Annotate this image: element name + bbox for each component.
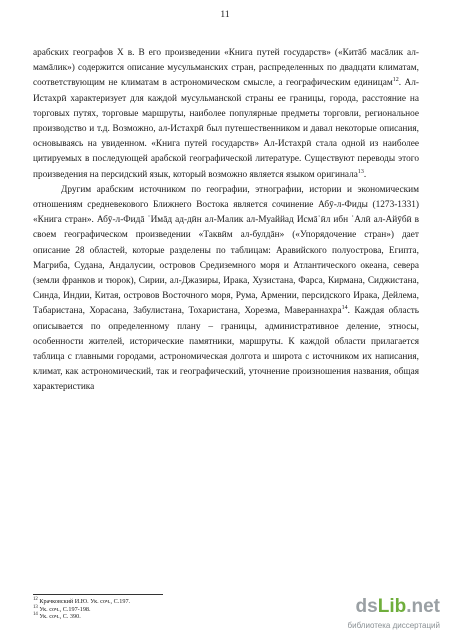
text-run: . Каждая область описывается по определенному плану – границы, административное деление, этносы, особенности жителей, исторические памятники, маршруты. К каждой области прилагается таблица с главными городами, астрономическая долгота и широта с источником их написания, климат, как астрономический, так и географический, уточнение произношения названия, общая характеристика	[33, 306, 419, 393]
footnotes	[33, 598, 130, 621]
text-run: . Ал-Истахрӣ характеризует для каждой мусульманской страны ее границы, города, расстояние на торговых путях, торговые маршруты, наиболее популярные предметы торговли, региональное производство и т.д. Возможно, ал-Истахрӣ был путешественником и давал некоторые описания, основываясь на увиденном. «Книга путей государств» Ал-Истахрӣ стала одной из наиболее цитируемых в последующей арабской географической литературе. Существуют переводы этого произведения на персидский язык, который возможно является языком оригинала	[33, 78, 419, 180]
footnote-number: 14	[33, 612, 38, 618]
footnote-text: Ук. соч., С.197-198.	[37, 605, 91, 613]
paragraph	[33, 183, 419, 396]
footnote-text: Крачковский И.Ю. Ук. соч., С.197.	[37, 598, 131, 605]
watermark-brand-lib: Lib	[377, 596, 407, 617]
paragraph	[33, 46, 419, 183]
footnote-item	[33, 598, 130, 606]
watermark-brand-ds: ds	[355, 596, 378, 617]
text-run: Другим арабским источником по географии, этнографии, истории и экономическим отношениям средневекового Ближнего Востока является сочинение Абӯ-л-Фиды (1273-1331) «Книга стран». Абӯ-л-Фидā ʿИмāд ад-дӣн ал-Малик ал-Муаййад Исмāʿӣл ибн ʿАлӣ ал-Айӯбӣ в своем географическом произведении «Таквӣм ал-булдāн» («Упорядочение стран») дает описание 28 областей, которые разделены по таблицам: Аравийского полуострова, Египта, Магриба, Судана, Андалусии, островов Средиземного моря и Атлантического океана, севера (земли франков и тюрок), Сирии, ал-Джазиры, Ирака, Хузистана, Фарса, Кирмана, Сиджистана, Синда, Индии, Китая, островов Восточного моря, Рума, Армении, персидского Ирака, Дейлема, Табаристана, Хорасана, Забулистана, Тохаристана, Хорезма, Мавераннахра	[33, 184, 419, 317]
footnote-ref[interactable]: 14	[341, 305, 348, 312]
page-number: 11	[220, 10, 230, 20]
footnote-text: Ук. соч., С. 390.	[37, 613, 81, 621]
body-text	[33, 46, 419, 396]
watermark-subtitle: библиотека диссертаций	[347, 621, 440, 630]
footnote-rule	[33, 594, 163, 595]
text-run: арабских географов X в. В его произведении «Книга путей государств» («Китāб масāлик ал-мамāлик») содержится описание мусульманских стран, распределенных по двадцати климатам, соответствующим не климатам в астрономическом смысле, а географическим единицам	[33, 48, 419, 89]
footnote-item	[33, 613, 130, 621]
text-run: .	[363, 169, 367, 180]
footnote-ref[interactable]: 13	[357, 168, 364, 175]
footnote-ref[interactable]: 12	[392, 77, 399, 84]
footnote-number: 12	[33, 596, 38, 602]
watermark-brand-net: .net	[406, 596, 440, 617]
footnote-number: 13	[33, 604, 38, 610]
watermark-brand	[356, 596, 440, 618]
watermark-logo[interactable]	[312, 596, 442, 634]
